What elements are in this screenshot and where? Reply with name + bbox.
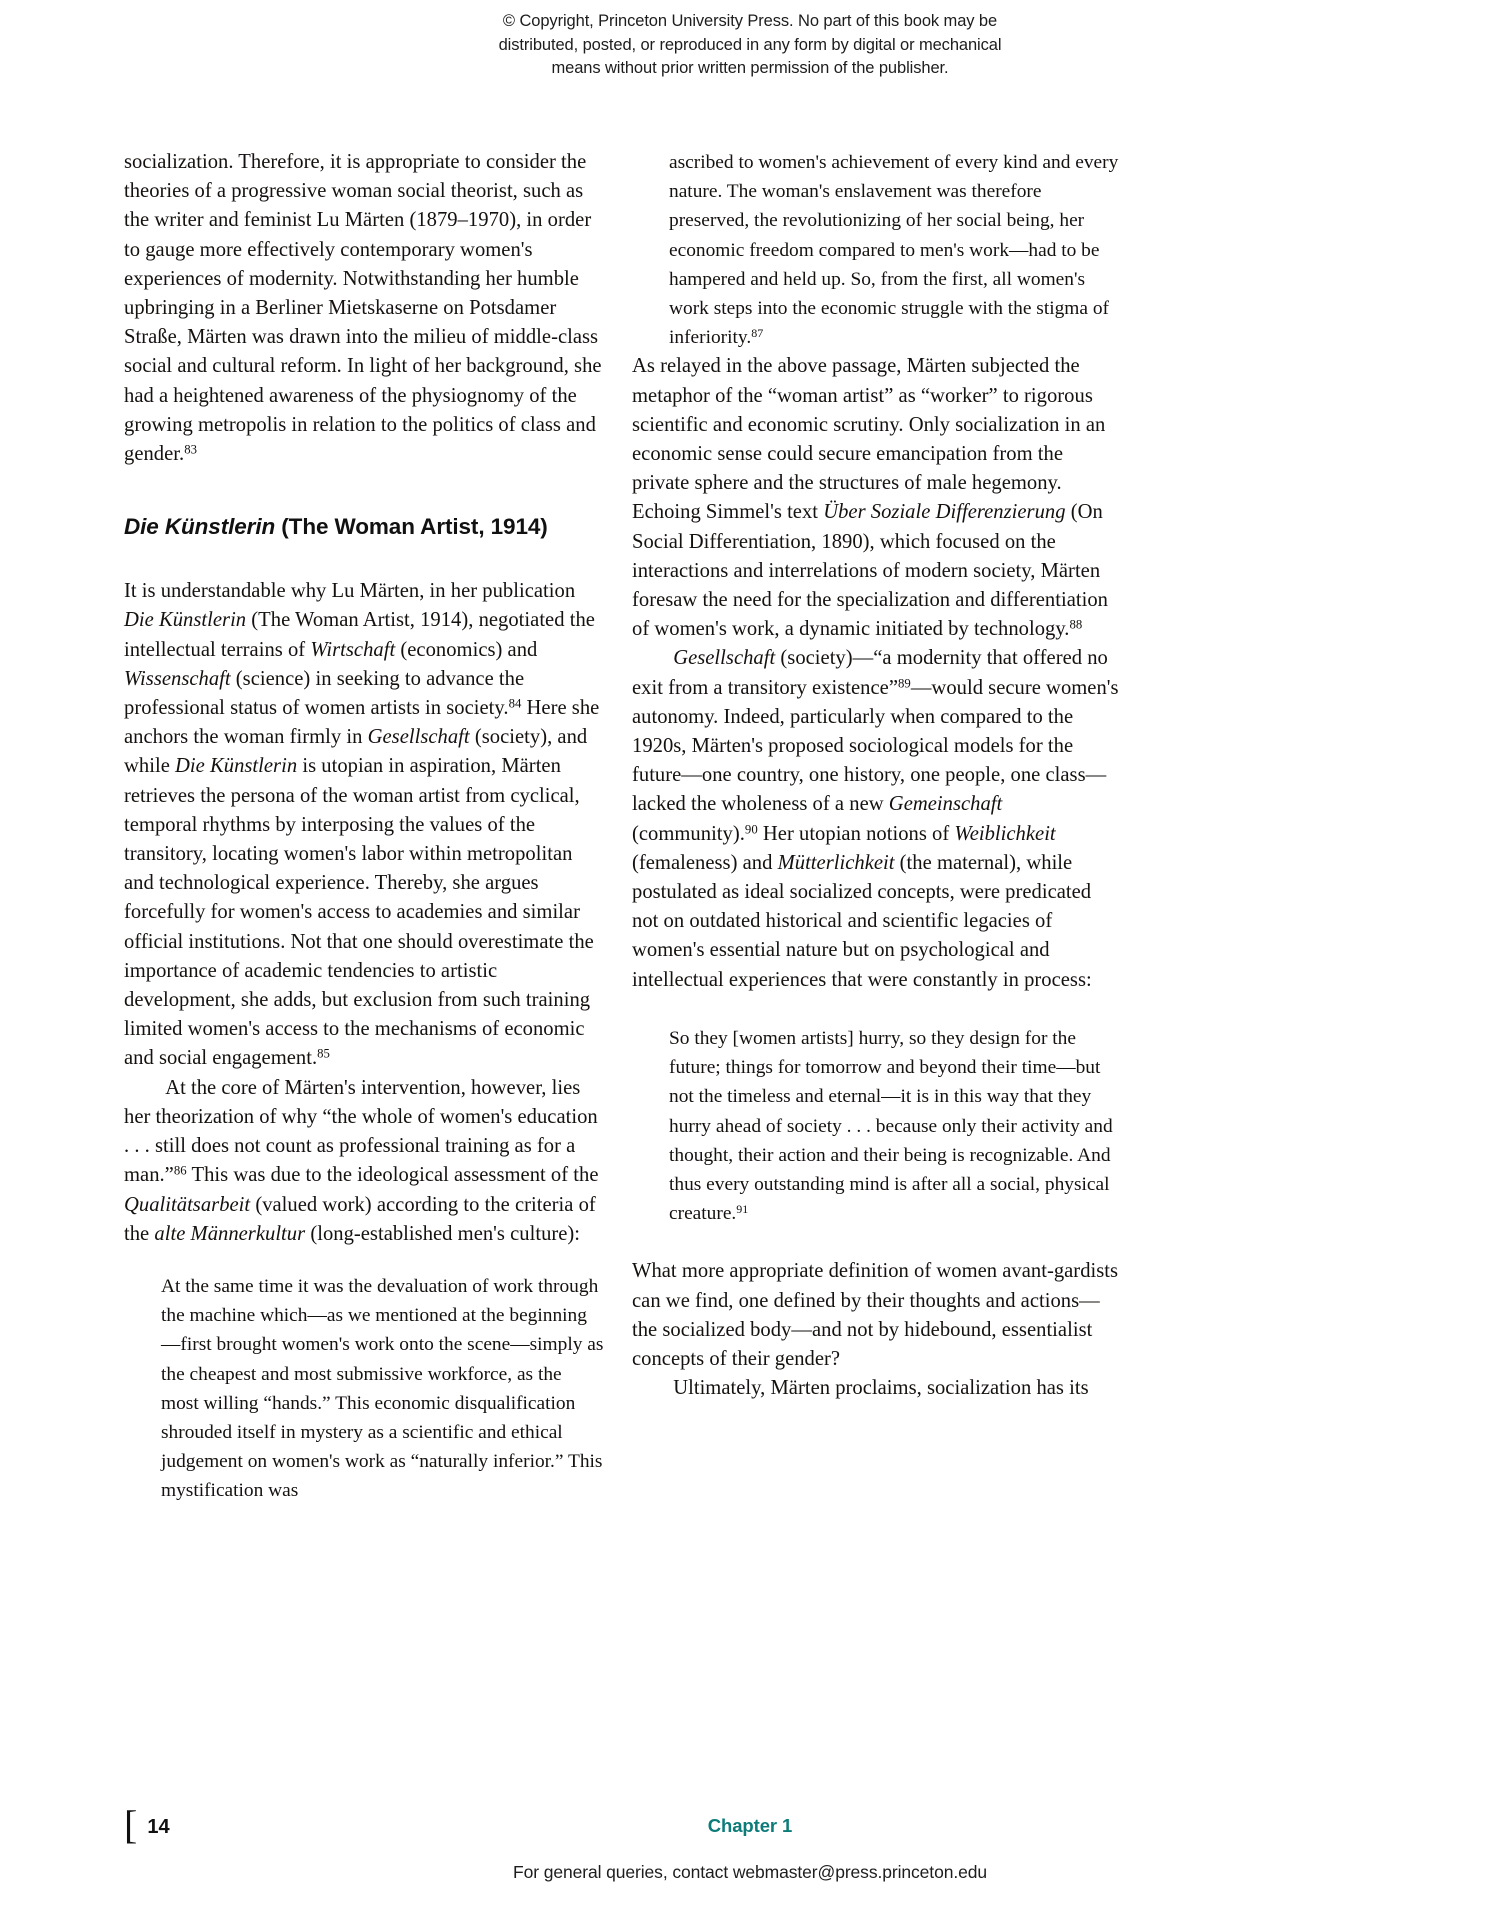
term-die-kunstlerin-2: Die Künstlerin [175, 755, 298, 778]
term-uber-soziale-differenzierung: Über Soziale Differenzierung [823, 501, 1066, 524]
rp2-seg6: (the maternal), while postulated as ideal socialized concepts, were predicated not on outdated historical and scientific legacies of women's essential nature but on psychological and intellectual experiences that were constantly in process: [632, 851, 1092, 991]
term-alte-mannerkultur: alte Männerkultur [154, 1222, 306, 1245]
page-body [124, 148, 1376, 1758]
term-gemeinschaft: Gemeinschaft [888, 793, 1003, 816]
footnote-marker-85: 85 [317, 1046, 330, 1061]
copyright-line-2: distributed, posted, or reproduced in any form by digital or mechanical [498, 35, 1002, 54]
p2-seg3: (economics) and [395, 638, 538, 661]
p2-seg5: Here she anchors the woman firmly in [124, 697, 600, 749]
chapter-label: Chapter 1 [707, 1815, 793, 1836]
p2-seg1: It is understandable why Lu Märten, in her publication [124, 580, 576, 603]
term-mutterlichkeit: Mütterlichkeit [777, 851, 895, 874]
term-wissenschaft: Wissenschaft [124, 667, 231, 690]
rp2-seg1: (society)—“a modernity that offered no exit from a transitory existence” [632, 647, 1108, 699]
footnote-marker-88: 88 [1069, 617, 1083, 632]
quote-continued-seg: ascribed to women's achievement of every kind and every nature. The woman's enslavement was therefore preserved, the revolutionizing of her social being, her economic freedom compared to men's work—had to be hampered and held up. So, from the first, all women's work steps into the economic struggle with the stigma of inferiority. [669, 152, 1119, 349]
copyright-line-1: © Copyright, Princeton University Press. No part of this book may be [502, 12, 998, 30]
paragraph-continued-text: socialization. Therefore, it is appropriate to consider the theories of a progressive woman social theorist, such as the writer and feminist Lu Märten (1879–1970), in order to gauge more effectively contemporary women's experiences of modernity. Notwithstanding her humble upbringing in a Berliner Mietskaserne on Potsdamer Straße, Märten was drawn into the milieu of middle-class social and cultural reform. In light of her background, she had a heightened awareness of the physiognomy of the growing metropolis in relation to the politics of class and gender. [124, 151, 602, 466]
block-quote-continued-text [669, 148, 1122, 352]
term-gesellschaft-right: Gesellschaft [673, 647, 776, 670]
rp2-seg2: —would secure women's autonomy. Indeed, particularly when compared to the 1920s, Märten's proposed sociological models for the future—one country, one history, one people, one class—lacked the wholeness of a new [632, 676, 1119, 816]
block-quote-left [124, 1272, 604, 1506]
right-column [632, 148, 1122, 1403]
general-queries-line: For general queries, contact webmaster@press.princeton.edu [512, 1862, 987, 1882]
p3-seg3: (valued work) according to the criteria of the [124, 1193, 596, 1245]
footnote-marker-86: 86 [173, 1163, 187, 1178]
copyright-banner [0, 10, 1500, 81]
left-column [124, 148, 604, 1506]
rp1-seg2: (On Social Differentiation, 1890), which focused on the interactions and interrelations of modern society, Märten foresaw the need for the specialization and differentiation of women's work, a dynamic initiated by technology. [632, 501, 1108, 641]
paragraph-what-more: What more appropriate definition of women avant-gardists can we find, one defined by their thoughts and actions—the socialized body—and not by hidebound, essentialist concepts of their gender? [632, 1260, 1119, 1370]
term-wirtschaft: Wirtschaft [310, 638, 396, 661]
p3-seg1: At the core of Märten's intervention, however, lies her theorization of why “the whole of women's education . . . still does not count as professional training as for a man.” [124, 1076, 598, 1187]
paragraph-at-the-core [124, 1074, 604, 1249]
section-heading-roman: (The Woman Artist, 1914) [275, 514, 548, 540]
p2-seg6: (society), and while [124, 726, 588, 778]
paragraph-gesellschaft [632, 644, 1122, 994]
p2-seg2: (The Woman Artist, 1914), negotiated the intellectual terrains of [124, 609, 595, 661]
page-number: 14 [147, 1815, 170, 1838]
footnote-marker-91: 91 [736, 1201, 749, 1216]
p2-seg4: (science) in seeking to advance the professional status of women artists in society. [124, 667, 525, 720]
paragraph-ultimately: Ultimately, Märten proclaims, socialization has its [673, 1377, 1089, 1400]
term-weiblichkeit: Weiblichkeit [954, 822, 1056, 845]
p2-seg7: is utopian in aspiration, Märten retrieves the persona of the woman artist from cyclical, temporal rhythms by interposing the values of the transitory, locating women's labor within metropolitan and technological experience. Thereby, she argues forcefully for women's access to academies and similar official institutions. Not that one should overestimate the importance of academic tendencies to artistic development, she adds, but exclusion from such training limited women's access to the mechanisms of economic and social engagement. [124, 755, 594, 1070]
footnote-marker-83: 83 [184, 442, 197, 457]
footnote-marker-84: 84 [508, 696, 522, 711]
term-gesellschaft-left: Gesellschaft [367, 726, 470, 749]
paragraph-as-relayed [632, 352, 1122, 644]
page-footer [124, 1802, 1376, 1856]
section-heading-italic: Die Künstlerin [124, 514, 276, 540]
block-quote-right [632, 1024, 1122, 1228]
copyright-line-3: means without prior written permission of the publisher. [551, 59, 949, 77]
block-quote-continued [632, 148, 1122, 352]
quote-right-seg: So they [women artists] hurry, so they design for the future; things for tomorrow and beyond their time—but not the timeless and eternal—it is in this way that they hurry ahead of society . . . because only their activity and thought, their action and their being is recognizable. And thus every outstanding mind is after all a social, physical creature. [669, 1027, 1113, 1225]
rp2-seg5: (femaleness) and [632, 851, 778, 874]
p3-seg4: (long-established men's culture): [305, 1222, 581, 1245]
footnote-marker-90: 90 [744, 822, 758, 837]
term-die-kunstlerin-1: Die Künstlerin [124, 609, 247, 632]
rp1-seg1: As relayed in the above passage, Märten subjected the metaphor of the “woman artist” as “worker” to rigorous scientific and economic scrutiny. Only socialization in an economic sense could secure emancipation from the private sphere and the structures of male hegemony. Echoing Simmel's text [632, 355, 1106, 524]
footnote-marker-87: 87 [751, 325, 764, 340]
p3-seg2: This was due to the ideological assessment of the [186, 1164, 599, 1187]
section-heading [124, 513, 604, 541]
footnote-marker-89: 89 [898, 676, 911, 691]
block-quote-left-text: At the same time it was the devaluation of work through the machine which—as we mentioned at the beginning—first brought women's work onto the scene—simply as the cheapest and most submissive workforce, as the most willing “hands.” This economic disqualification shrouded itself in mystery as a scientific and ethical judgement on women's work as “naturally inferior.” This mystification was [161, 1275, 604, 1502]
paragraph-die-kunstlerin [124, 577, 604, 1073]
rp2-seg4: Her utopian notions of [757, 822, 955, 845]
paragraph-continued [124, 148, 604, 469]
bracket-icon: [ [124, 1802, 138, 1847]
rp2-seg3: (community). [632, 822, 745, 845]
block-quote-right-text [669, 1024, 1122, 1228]
term-qualitatsarbeit: Qualitätsarbeit [124, 1193, 251, 1216]
